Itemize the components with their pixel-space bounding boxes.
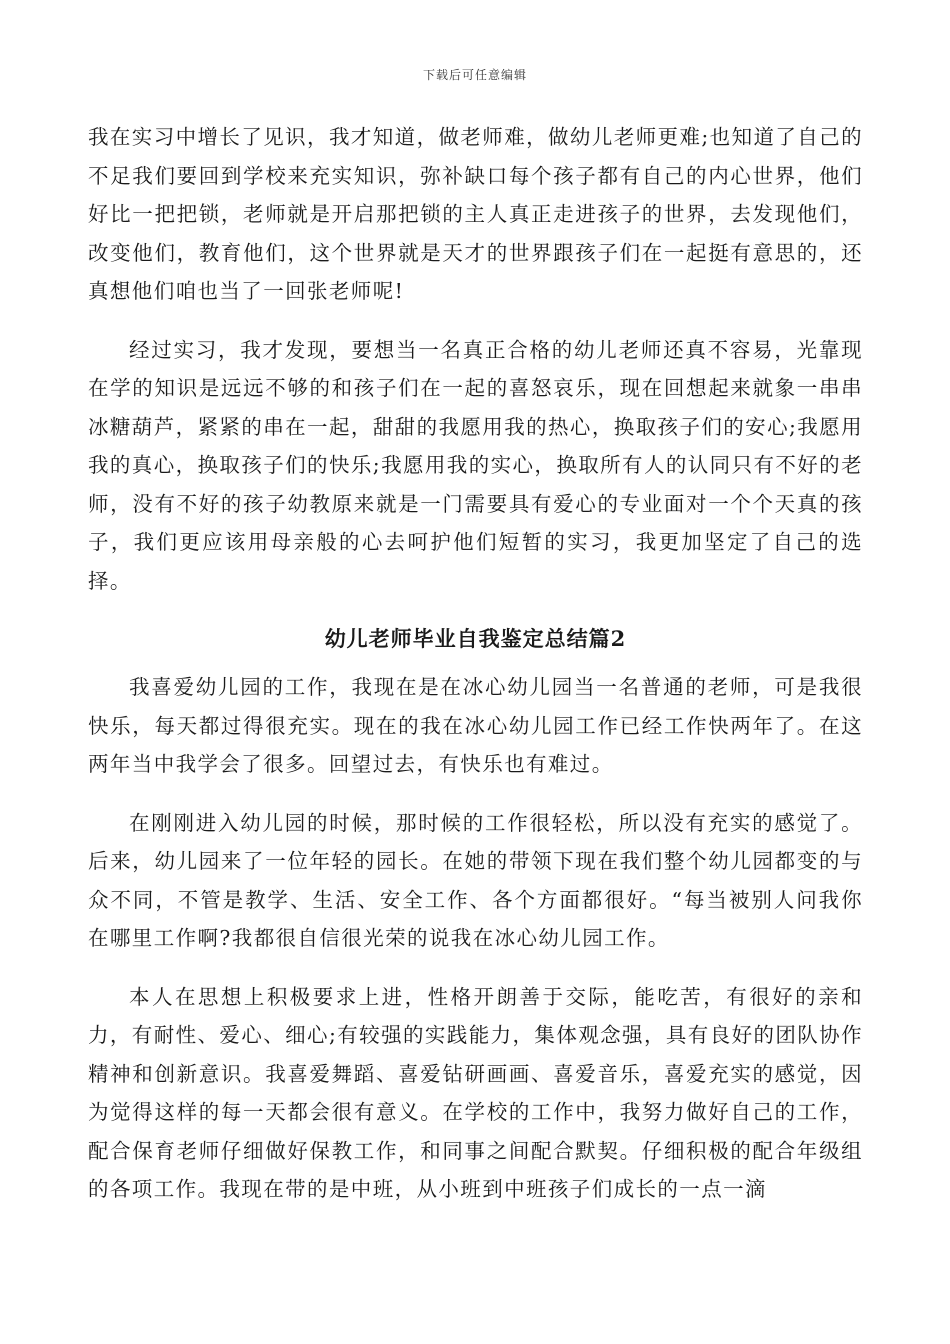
paragraph-1: 我在实习中增长了见识，我才知道，做老师难，做幼儿老师更难;也知道了自己的不足我们要回到学校来充实知识，弥补缺口每个孩子都有自己的内心世界，他们好比一把把锁，老师就是开启那把锁的主人真正走进孩子的世界，去发现他们，改变他们，教育他们，这个世界就是天才的世界跟孩子们在一起挺有意思的，还真想他们咱也当了一回张老师呢! — [88, 125, 863, 303]
paragraph-3: 我喜爱幼儿园的工作，我现在是在冰心幼儿园当一名普通的老师，可是我很快乐，每天都过得很充实。现在的我在冰心幼儿园工作已经工作快两年了。在这两年当中我学会了很多。回望过去，有快乐也有难过。 — [88, 675, 863, 776]
document-body — [88, 118, 863, 1229]
paragraph-4: 在刚刚进入幼儿园的时候，那时候的工作很轻松，所以没有充实的感觉了。后来，幼儿园来了一位年轻的园长。在她的带领下现在我们整个幼儿园都变的与众不同，不管是教学、生活、安全工作、各个方面都很好。“每当被别人问我你在哪里工作啊?我都很自信很光荣的说我在冰心幼儿园工作。 — [88, 810, 863, 950]
paragraph-5: 本人在思想上积极要求上进，性格开朗善于交际，能吃苦，有很好的亲和力，有耐性、爱心、细心;有较强的实践能力，集体观念强，具有良好的团队协作精神和创新意识。我喜爱舞蹈、喜爱钻研画画、喜爱音乐，喜爱充实的感觉，因为觉得这样的每一天都会很有意义。在学校的工作中，我努力做好自己的工作，配合保育老师仔细做好保教工作，和同事之间配合默契。仔细积极的配合年级组的各项工作。我现在带的是中班，从小班到中班孩子们成长的一点一滴 — [88, 984, 863, 1201]
section-title: 幼儿老师毕业自我鉴定总结篇2 — [324, 626, 627, 651]
paragraph-2: 经过实习，我才发现，要想当一名真正合格的幼儿老师还真不容易，光靠现在学的知识是远远不够的和孩子们在一起的喜怒哀乐，现在回想起来就象一串串冰糖葫芦，紧紧的串在一起，甜甜的我愿用我的热心，换取孩子们的安心;我愿用我的真心，换取孩子们的快乐;我愿用我的实心，换取所有人的认同只有不好的老师，没有不好的孩子幼教原来就是一门需要具有爱心的专业面对一个个天真的孩子，我们更应该用母亲般的心去呵护他们短暂的实习，我更加坚定了自己的选择。 — [88, 337, 863, 593]
page-header: 下载后可任意编辑 — [422, 68, 527, 82]
